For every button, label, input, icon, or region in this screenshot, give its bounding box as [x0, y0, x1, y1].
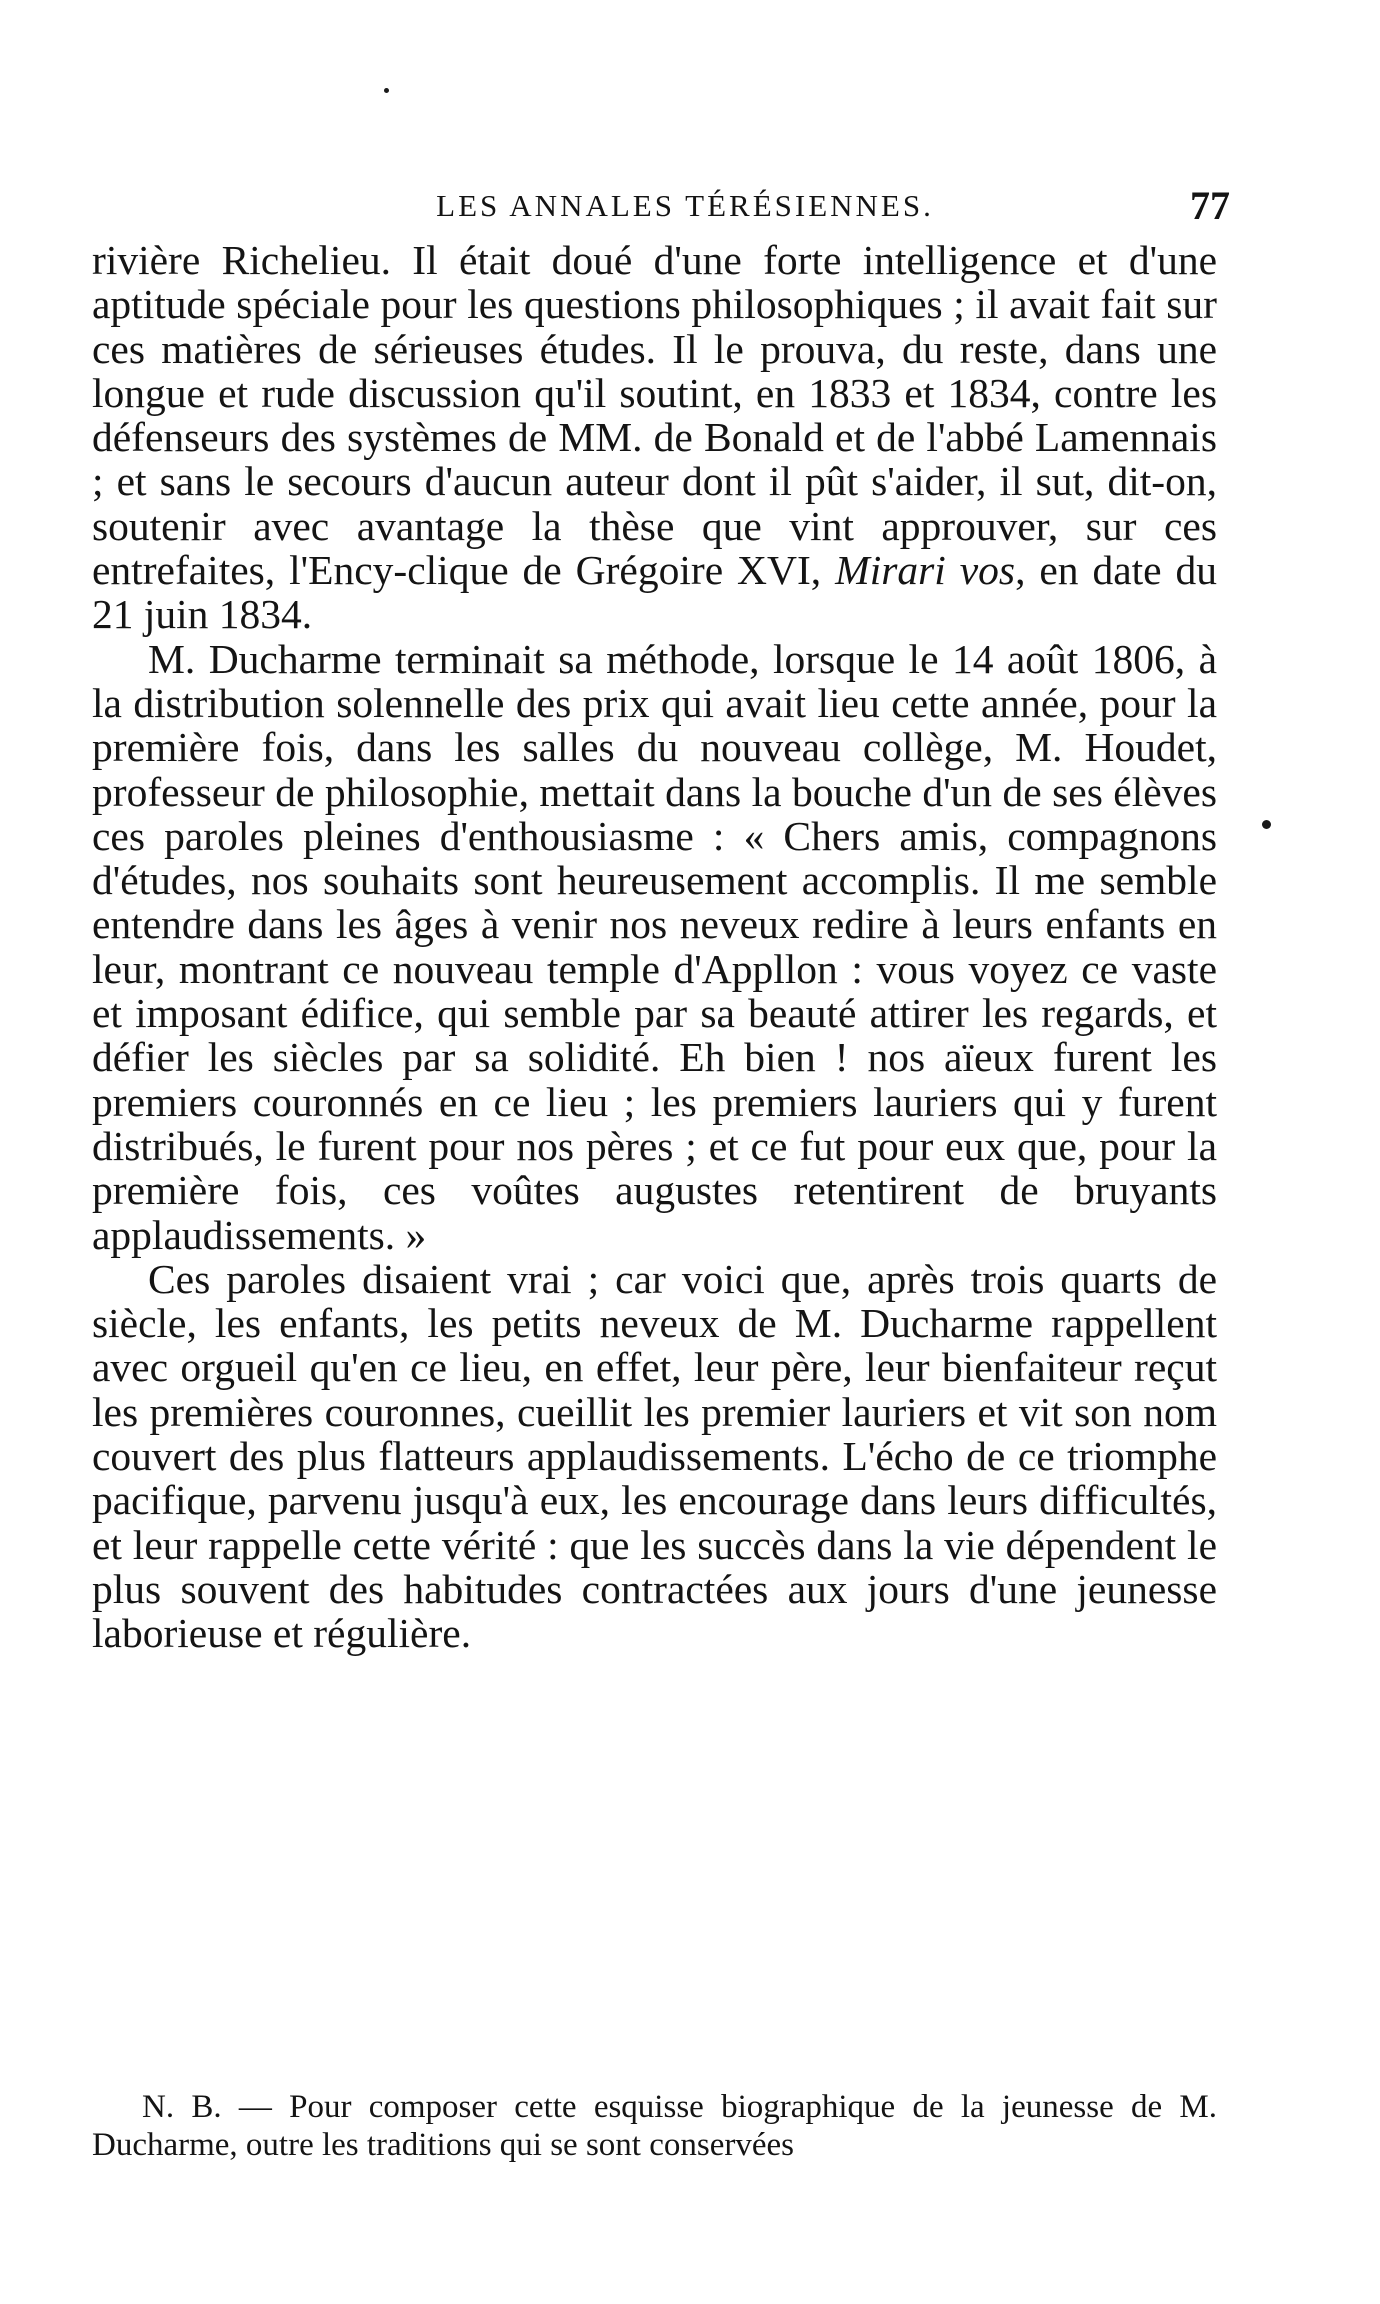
- paragraph-2: M. Ducharme terminait sa méthode, lorsque le 14 août 1806, à la distribution solennelle des prix qui avait lieu cette année, pour la première fois, dans les salles du nouveau collège, M. Houdet, professeur de philosophie, mettait dans la bouche d'un de ses élèves ces paroles pleines d'enthousiasme : « Chers amis, compagnons d'études, nos souhaits sont heureusement accomplis. Il me semble entendre dans les âges à venir nos neveux redire à leurs enfants en leur, montrant ce nouveau temple d'Appllon : vous voyez ce vaste et imposant édifice, qui semble par sa beauté attirer les regards, et défier les siècles par sa solidité. Eh bien ! nos aïeux furent les premiers couronnés en ce lieu ; les premiers lauriers qui y furent distribués, le furent pour nos pères ; et ce fut pour eux que, pour la première fois, ces voûtes augustes retentirent de bruyants applaudissements. »: [92, 635, 1217, 1258]
- paragraph-1: [92, 238, 1217, 637]
- encyclical-title: Mirari vos: [835, 547, 1016, 594]
- ink-speck: [1262, 820, 1271, 829]
- footnote: [92, 2088, 1217, 2164]
- ink-speck: [384, 88, 389, 93]
- page-number: 77: [1190, 183, 1230, 228]
- body-text: [92, 238, 1217, 1656]
- footnote-text: N. B. — Pour composer cette esquisse biographique de la jeunesse de M. Ducharme, outre les traditions qui se sont conservées: [92, 2089, 1217, 2163]
- paragraph-3: Ces paroles disaient vrai ; car voici que, après trois quarts de siècle, les enfants, les petits neveux de M. Ducharme rappellent avec orgueil qu'en ce lieu, en effet, leur père, leur bienfaiteur reçut les premières couronnes, cueillit les premier lauriers et vit son nom couvert des plus flatteurs applaudissements. L'écho de ce triomphe pacifique, parvenu jusqu'à eux, les encourage dans leurs difficultés, et leur rappelle cette vérité : que les succès dans la vie dépendent le plus souvent des habitudes contractées aux jours d'une jeunesse laborieuse et régulière.: [92, 1255, 1217, 1657]
- paragraph-1-text: rivière Richelieu. Il était doué d'une forte intelligence et d'une aptitude spéciale pour les questions philosophiques ; il avait fait sur ces matières de sérieuses études. Il le prouva, du reste, dans une longue et rude discussion qu'il soutint, en 1833 et 1834, contre les défenseurs des systèmes de MM. de Bonald et de l'abbé Lamennais ; et sans le secours d'aucun auteur dont il pût s'aider, il sut, dit-on, soutenir avec avantage la thèse que vint approuver, sur ces entrefaites, l'Ency-clique de Grégoire XVI,: [92, 237, 1217, 594]
- paragraph-1-end: , en date du 21 juin 1834.: [92, 547, 1218, 638]
- running-header: [100, 183, 1230, 238]
- header-title: LES ANNALES TÉRÉSIENNES.: [436, 188, 934, 223]
